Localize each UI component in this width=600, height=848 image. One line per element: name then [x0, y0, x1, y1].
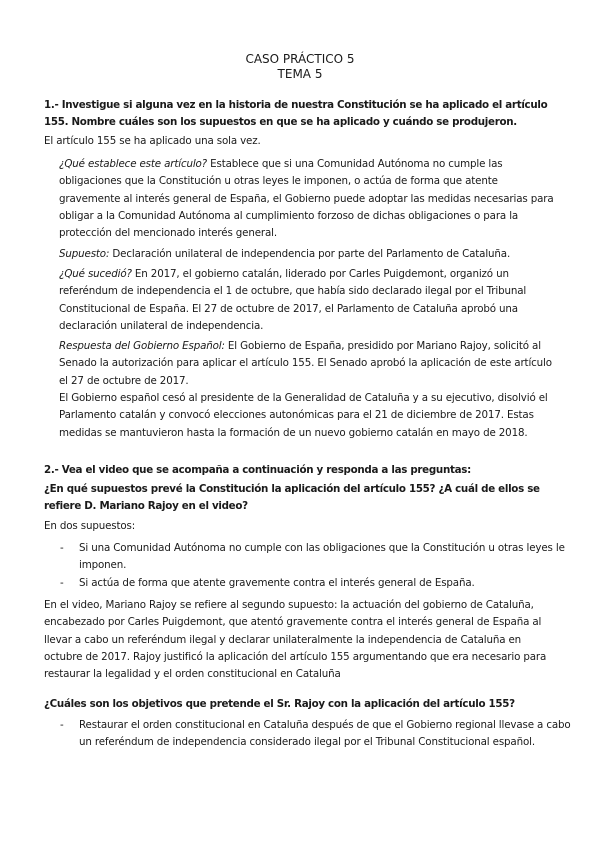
question-2-subquestion-2: ¿Cuáles son los objetivos que pretende el Sr. Rajoy con la aplicación del artículo 155?	[44, 698, 515, 710]
what-text: Establece que si una Comunidad Autónoma no cumple las obligaciones que la Constitución u otras leyes le imponen, o actúa de forma que atente gravemente al interés general de España, el Gobierno puede adoptar las medidas necesarias para obligar a la Comunidad Autónoma al cumplimiento forzoso de dichas obligaciones o para la protección del mencionado interés general.	[59, 158, 554, 240]
list-item	[60, 540, 579, 575]
what-label: ¿Qué establece este artículo?	[59, 158, 208, 170]
respuesta-paragraph	[59, 338, 561, 390]
question-1-heading: 1.- Investigue si alguna vez en la historia de nuestra Constitución se ha aplicado el artículo 155. Nombre cuáles son los supuestos en que se ha aplicado y cuándo se produjeron.	[44, 99, 548, 129]
sucedio-label: ¿Qué sucedió?	[59, 268, 132, 280]
list-item	[60, 575, 579, 592]
document-header	[0, 52, 600, 81]
what-paragraph	[59, 156, 561, 242]
sucedio-paragraph	[59, 266, 561, 335]
question-2-heading: 2.- Vea el video que se acompaña a continuación y responda a las preguntas:	[44, 464, 471, 476]
supuesto-paragraph	[59, 246, 561, 263]
sucedio-text: En 2017, el gobierno catalán, liderado por Carles Puigdemont, organizó un referéndum de independencia el 1 de octubre, que había sido declarado ilegal por el Tribunal Constitucional de España. El 27 de octubre de 2017, el Parlamento de Cataluña aprobó una declaración unilateral de independencia.	[59, 268, 527, 332]
list-item-text: Restaurar el orden constitucional en Cataluña después de que el Gobierno regional llevase a cabo un referéndum de independencia considerado ilegal por el Tribunal Constitucional español.	[79, 719, 571, 749]
list-marker: -	[60, 577, 64, 589]
question-2-subquestion-1: ¿En qué supuestos prevé la Constitución la aplicación del artículo 155? ¿A cuál de ellos se refiere D. Mariano Rajoy en el video?	[44, 483, 540, 513]
list-item-text: Si actúa de forma que atente gravemente contra el interés general de España.	[79, 577, 475, 589]
cese-paragraph: El Gobierno español cesó al presidente de la Generalidad de Cataluña y a su ejecutivo, disolvió el Parlamento catalán y convocó elecciones autonómicas para el 21 de diciembre de 2017. Estas medidas se mantuvieron hasta la formación de un nuevo gobierno catalán en mayo de 2018.	[59, 392, 548, 439]
respuesta-label: Respuesta del Gobierno Español:	[59, 340, 225, 352]
list-marker: -	[60, 719, 64, 731]
list-item	[60, 717, 579, 752]
respuesta-text: El Gobierno de España, presidido por Mariano Rajoy, solicitó al Senado la autorización para aplicar el artículo 155. El Senado aprobó la aplicación de este artículo el 27 de octubre de 2017.	[59, 340, 552, 387]
list-item-text: Si una Comunidad Autónoma no cumple con las obligaciones que la Constitución u otras leyes le imponen.	[79, 542, 565, 572]
question-1-intro: El artículo 155 se ha aplicado una sola vez.	[44, 135, 261, 147]
video-paragraph: En el video, Mariano Rajoy se refiere al segundo supuesto: la actuación del gobierno de Cataluña, encabezado por Carles Puigdemont, que atentó gravemente contra el interés general de España al llevar a cabo un referéndum ilegal y declarar unilateralmente la independencia de Cataluña en octubre de 2017. Rajoy justificó la aplicación del artículo 155 argumentando que era necesario para restaurar la legalidad y el orden constitucional en Cataluña	[44, 599, 547, 681]
supuesto-label: Supuesto:	[59, 248, 110, 260]
question-2-intro: En dos supuestos:	[44, 520, 136, 532]
list-marker: -	[60, 542, 64, 554]
document-title: CASO PRÁCTICO 5	[245, 52, 355, 66]
document-subtitle: TEMA 5	[277, 66, 323, 81]
supuesto-text: Declaración unilateral de independencia por parte del Parlamento de Cataluña.	[109, 248, 511, 260]
